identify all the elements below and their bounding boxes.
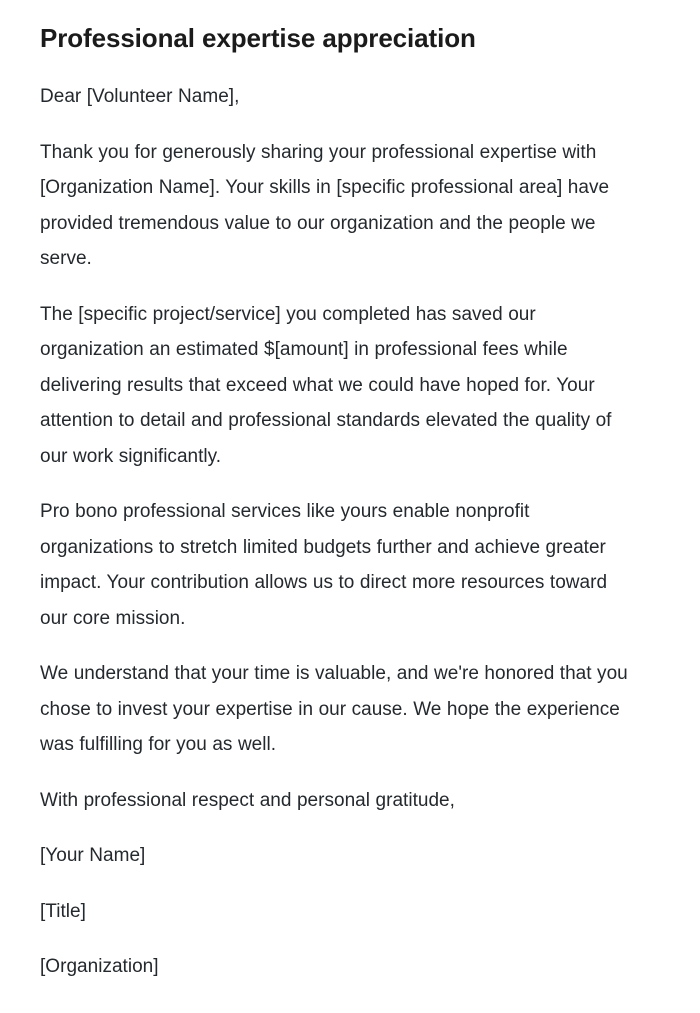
signature-title: [Title]: [40, 900, 86, 922]
signature-organization: [Organization]: [40, 956, 159, 977]
letter-greeting: Dear [Volunteer Name],: [40, 86, 240, 107]
signature-name: [Your Name]: [40, 845, 146, 866]
letter-body: [40, 22, 640, 985]
letter-paragraph-3: Pro bono professional services like yours enable nonprofit organizations to stretch limited budgets further and achieve greater impact. Your contribution allows us to direct more resources toward our core mission.: [40, 501, 608, 629]
letter-closing: With professional respect and personal gratitude,: [40, 789, 455, 811]
page-title: Professional expertise appreciation: [40, 23, 476, 53]
letter-paragraph-2: The [specific project/service] you completed has saved our organization an estimated $[amount] in professional fees while delivering results that exceed what we could have hoped for. Your attention to detail and professional standards elevated the quality of our work significantly.: [40, 303, 612, 467]
signature-block: [40, 838, 640, 985]
letter-paragraph-1: Thank you for generously sharing your professional expertise with [Organization Name]. Your skills in [specific professional area] have provided tremendous value to our organization and the people we serve.: [40, 141, 610, 269]
letter-paragraph-4: We understand that your time is valuable, and we're honored that you chose to invest your expertise in our cause. We hope the experience was fulfilling for you as well.: [40, 663, 628, 755]
